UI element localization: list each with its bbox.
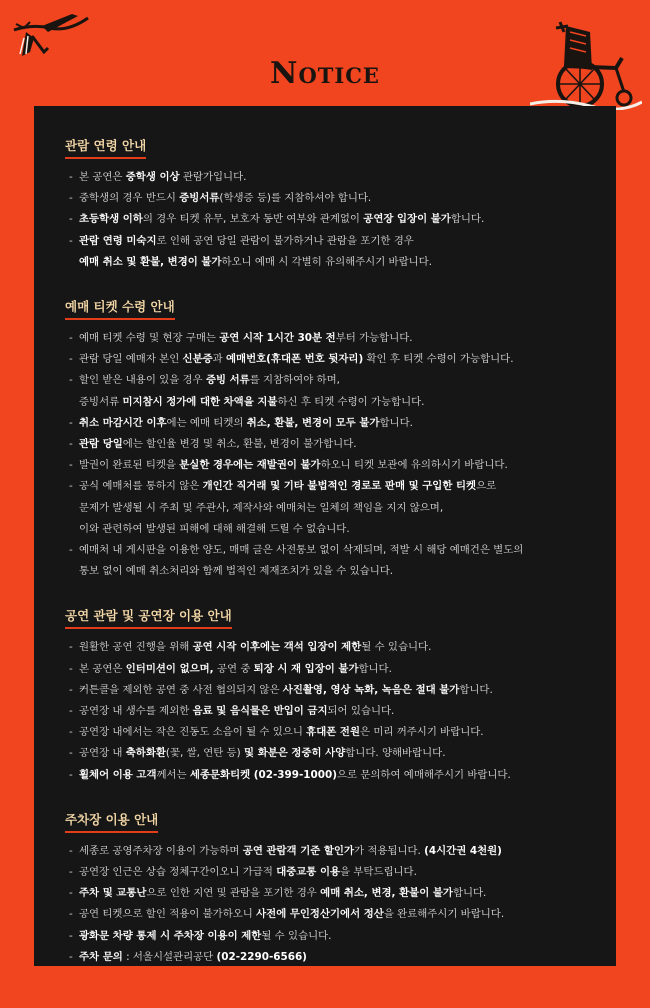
notice-text: 께서는 (156, 768, 190, 781)
notice-line (65, 659, 590, 680)
notice-line (65, 392, 590, 413)
notice-text: 될 수 있습니다. (261, 929, 332, 942)
notice-text: 공연장 내 (79, 747, 126, 760)
emphasis-text: 퇴장 시 재 입장이 불가 (253, 662, 359, 675)
notice-text: 본 공연은 (79, 662, 126, 675)
notice-text: 으로 (476, 480, 497, 493)
notice-text: 세종로 공영주차장 이용이 가능하며 (79, 844, 243, 857)
notice-line (65, 519, 590, 540)
notice-text: 공연장 인근은 상습 정체구간이오니 가급적 (79, 866, 277, 879)
emphasis-text: (02-2290-6566) (216, 950, 307, 963)
emphasis-text: 신분증 (182, 353, 213, 366)
notice-text: 합니다. (452, 887, 487, 900)
emphasis-text: 공연 시작 이후에는 객석 입장이 제한 (192, 641, 362, 654)
notice-text: 관람 당일 예매자 본인 (79, 353, 183, 366)
emphasis-text: 휠체어 이용 고객 (79, 768, 157, 781)
notice-line (65, 637, 590, 658)
notice-list (65, 167, 590, 273)
notice-text: 되어 있습니다. (327, 705, 395, 718)
notice-text: 의 경우 티켓 유무, 보호자 동반 여부와 관계없이 (142, 213, 364, 226)
emphasis-text: 증빙 서류 (205, 374, 250, 387)
notice-text: 중학생의 경우 반드시 (79, 192, 180, 205)
notice-line (65, 841, 590, 862)
notice-text: 에는 할인율 변경 및 취소, 환불, 변경이 불가합니다. (122, 438, 357, 451)
emphasis-text: 분실한 경우에는 재발권이 불가 (179, 459, 321, 472)
notice-section (65, 135, 590, 273)
notice-line (65, 434, 590, 455)
notice-text: 관람가입니다. (179, 171, 247, 183)
notice-line (65, 498, 590, 519)
notice-text: 을 완료해주시기 바랍니다. (383, 908, 505, 921)
notice-text: 원활한 공연 진행을 위해 (79, 641, 193, 654)
hand-drawn-figure-icon (12, 8, 92, 60)
notice-text: 증빙서류 (79, 395, 123, 408)
notice-text: 커튼콜을 제외한 공연 중 사전 협의되지 않은 (79, 683, 283, 696)
section-heading: 주차장 이용 안내 (65, 812, 158, 833)
notice-line (65, 947, 590, 968)
notice-line (65, 862, 590, 883)
emphasis-text: 공연 시작 1시간 30분 전 (219, 332, 336, 345)
emphasis-text: 예매번호(휴대폰 번호 뒷자리) (226, 353, 364, 366)
notice-line (65, 328, 590, 349)
notice-text: 합니다. 양해바랍니다. (345, 747, 446, 760)
emphasis-text: 공연 관람객 기준 할인가 (242, 844, 355, 857)
notice-line (65, 349, 590, 370)
notice-text: 으로 문의하여 예매해주시기 바랍니다. (336, 768, 511, 781)
notice-text: 부터 가능합니다. (335, 332, 413, 345)
notice-text: 발권이 완료된 티켓을 (79, 459, 180, 472)
notice-text: 공연장 내에서는 작은 진동도 소음이 될 수 있으니 (79, 726, 307, 739)
notice-text: 예매 티켓 수령 및 현장 구매는 (79, 332, 220, 345)
notice-text: 에는 예매 티켓의 (166, 416, 247, 429)
emphasis-text: (4시간권 4천원) (424, 844, 502, 857)
notice-section (65, 605, 590, 785)
notice-line (65, 904, 590, 925)
notice-text: 하신 후 티켓 수령이 가능합니다. (277, 395, 425, 408)
notice-text: 은 미리 꺼주시기 바랍니다. (359, 726, 484, 739)
notice-list (65, 637, 590, 785)
notice-line (65, 540, 590, 561)
notice-text: 할인 받은 내용이 있을 경우 (79, 374, 206, 387)
notice-text: 합니다. (358, 662, 392, 675)
notice-line (65, 926, 590, 947)
emphasis-text: 예매 취소 및 환불, 변경이 불가 (79, 255, 222, 268)
notice-text: 공연 중 (213, 662, 254, 675)
section-heading: 관람 연령 안내 (65, 138, 146, 159)
notice-text: 본 공연은 (79, 171, 126, 183)
emphasis-text: 사진촬영, 영상 녹화, 녹음은 절대 불가 (282, 683, 460, 696)
notice-section (65, 296, 590, 582)
notice-text: 예매처 내 게시판을 이용한 양도, 매매 글은 사전통보 없이 삭제되며, 적발 시 해당 예매건은 별도의 (79, 544, 524, 557)
emphasis-text: 관람 연령 미숙지 (79, 234, 157, 247)
notice-line (65, 883, 590, 904)
notice-line (65, 231, 590, 252)
notice-line (65, 743, 590, 764)
notice-text: 하오니 티켓 보관에 유의하시기 바랍니다. (320, 459, 508, 472)
notice-text: 합니다. (450, 213, 485, 226)
notice-section (65, 809, 590, 968)
notice-line (65, 680, 590, 701)
emphasis-text: 대중교통 이용 (276, 866, 341, 879)
notice-line (65, 701, 590, 722)
notice-text: (꽃, 쌀, 연탄 등) (165, 747, 245, 760)
page-title: Notice (270, 56, 380, 91)
emphasis-text: 축하화환 (125, 747, 166, 760)
notice-text: 이와 관련하여 발생된 피해에 대해 해결해 드릴 수 없습니다. (79, 522, 350, 535)
notice-line (65, 188, 590, 209)
notice-line (65, 252, 590, 273)
notice-line (65, 370, 590, 391)
emphasis-text: 및 화분은 정중히 사양 (244, 747, 346, 760)
notice-text: 확인 후 티켓 수령이 가능합니다. (363, 353, 514, 366)
notice-line (65, 765, 590, 786)
notice-text: 문제가 발생될 시 주최 및 주관사, 제작사와 예매처는 일체의 책임을 지지 않으며, (79, 501, 444, 514)
notice-text: 공연장 내 생수를 제외한 (79, 705, 193, 718)
notice-text: 하오니 예매 시 각별히 유의해주시기 바랍니다. (221, 255, 433, 268)
notice-text: 로 인해 공연 당일 관람이 불가하거나 관람을 포기한 경우 (156, 234, 414, 247)
notice-text: : 서울시설관리공단 (122, 950, 217, 963)
emphasis-text: 예매 취소, 변경, 환불이 불가 (320, 887, 453, 900)
notice-text: 가 적용됩니다. (354, 844, 425, 857)
notice-text: 을 부탁드립니다. (340, 866, 417, 879)
notice-text: 합니다. (379, 416, 413, 429)
notice-text: 으로 인한 지연 및 관람을 포기한 경우 (146, 887, 321, 900)
emphasis-text: 주차 문의 (79, 950, 123, 963)
notice-line (65, 167, 590, 188)
notice-text: 공식 예매처를 통하지 않은 (79, 480, 203, 493)
emphasis-text: 인터미션이 없으며, (125, 662, 214, 675)
emphasis-text: 음료 및 음식물은 반입이 금지 (192, 705, 328, 718)
notice-line (65, 561, 590, 582)
notice-text: 를 지참하여야 하며, (249, 374, 340, 387)
notice-text: 될 수 있습니다. (361, 641, 432, 654)
emphasis-text: 취소, 환불, 변경이 모두 불가 (246, 416, 380, 429)
emphasis-text: 중학생 이상 (125, 171, 180, 183)
notice-text: 공연 티켓으로 할인 적용이 불가하오니 (79, 908, 257, 921)
notice-panel (34, 106, 616, 966)
emphasis-text: 증빙서류 (179, 192, 220, 205)
emphasis-text: 휴대폰 전원 (306, 726, 360, 739)
notice-list (65, 328, 590, 582)
emphasis-text: 주차 및 교통난 (79, 887, 147, 900)
notice-text: 통보 없이 예매 취소처리와 함께 법적인 제재조치가 있을 수 있습니다. (79, 565, 394, 578)
notice-line (65, 722, 590, 743)
emphasis-text: 세종문화티켓 (02-399-1000) (189, 768, 337, 781)
notice-text: (학생증 등)를 지참하셔야 합니다. (219, 192, 372, 205)
emphasis-text: 사전에 무인정산기에서 정산 (256, 908, 384, 921)
notice-list (65, 841, 590, 968)
emphasis-text: 미지참시 정가에 대한 차액을 지불 (122, 395, 278, 408)
section-heading: 예매 티켓 수령 안내 (65, 299, 175, 320)
emphasis-text: 개인간 직거래 및 기타 불법적인 경로로 판매 및 구입한 티켓 (202, 480, 477, 493)
emphasis-text: 관람 당일 (79, 438, 123, 451)
emphasis-text: 초등학생 이하 (79, 213, 143, 226)
emphasis-text: 공연장 입장이 불가 (363, 213, 451, 226)
notice-text: 과 (212, 353, 227, 366)
notice-line (65, 413, 590, 434)
notice-text: 합니다. (459, 683, 493, 696)
emphasis-text: 취소 마감시간 이후 (79, 416, 167, 429)
notice-line (65, 455, 590, 476)
notice-line (65, 209, 590, 230)
emphasis-text: 광화문 차량 통제 시 주차장 이용이 제한 (79, 929, 262, 942)
notice-line (65, 476, 590, 497)
section-heading: 공연 관람 및 공연장 이용 안내 (65, 608, 232, 629)
